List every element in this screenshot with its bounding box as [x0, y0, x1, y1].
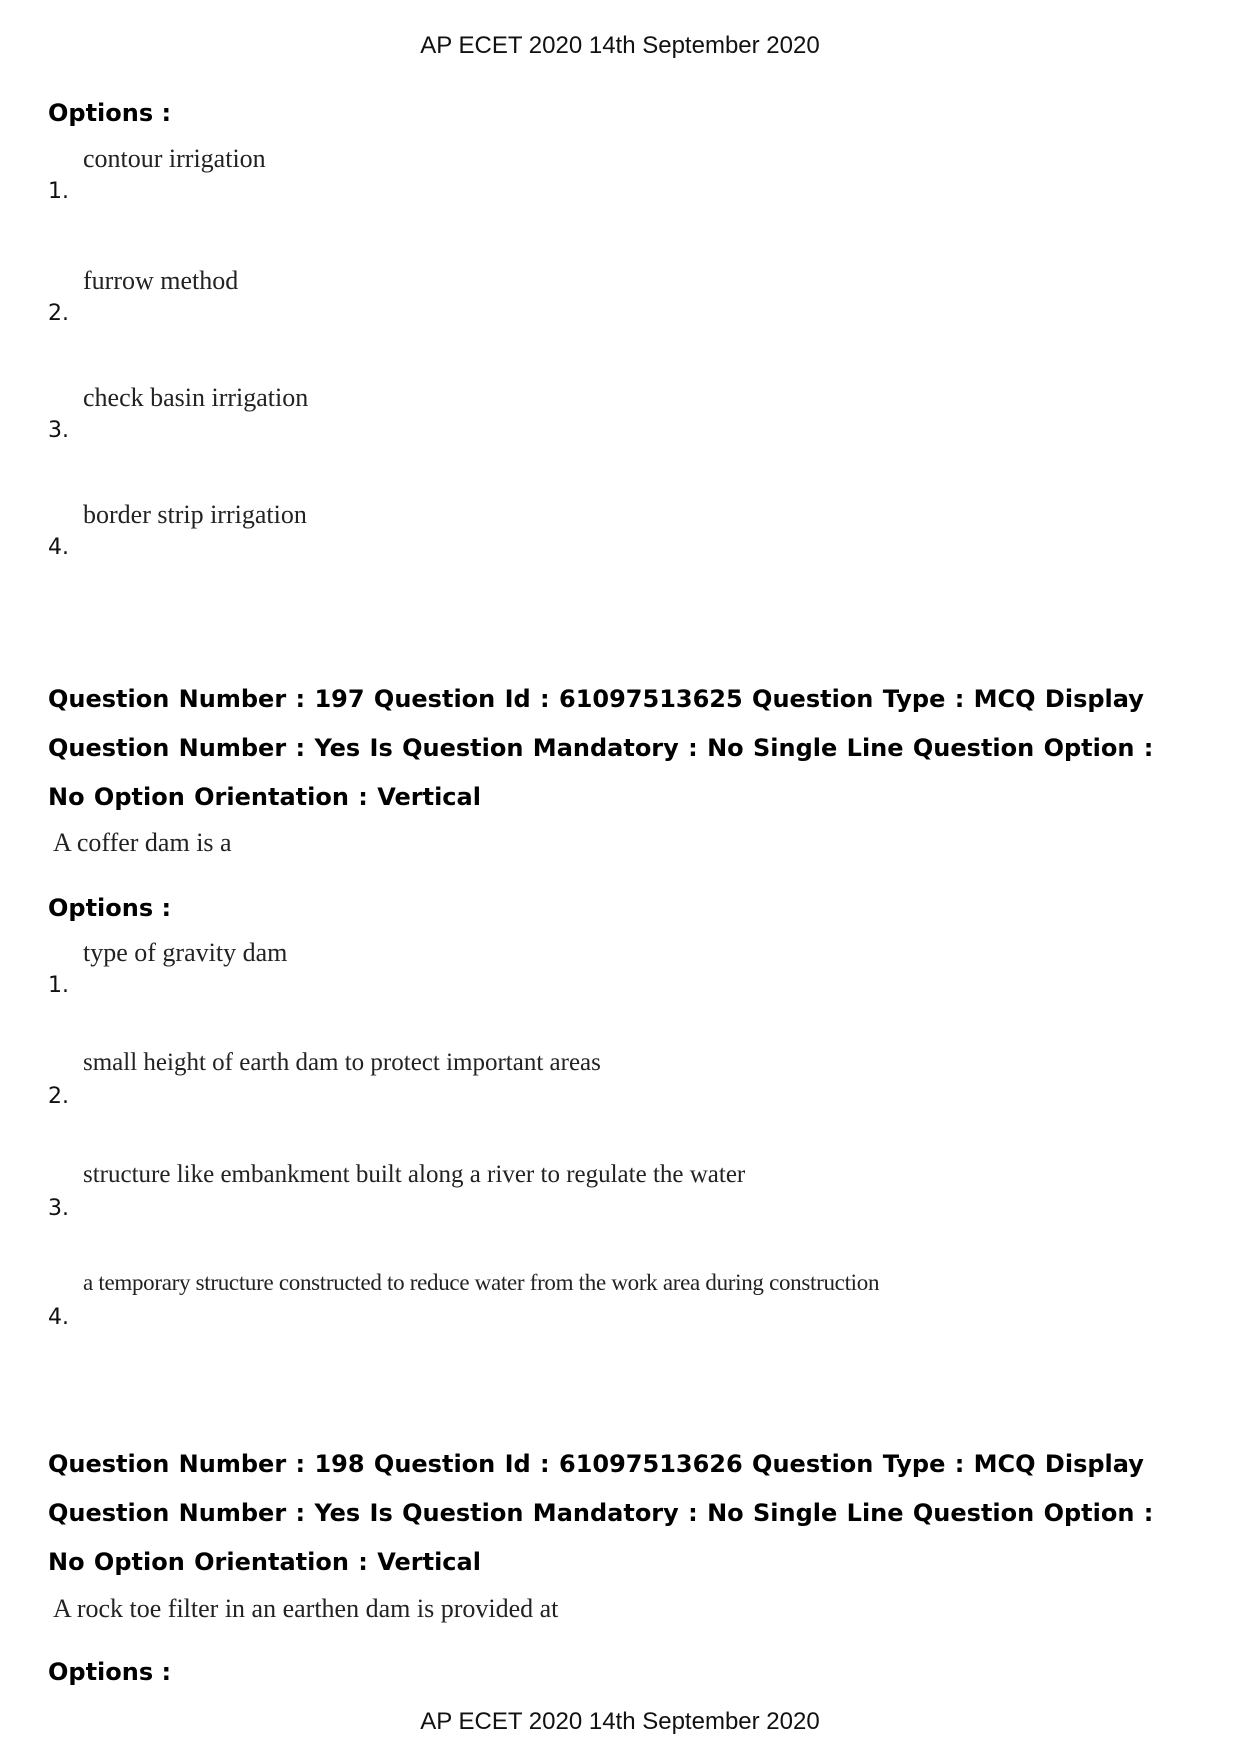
option-item[interactable] [48, 383, 1148, 443]
option-item[interactable] [48, 144, 1148, 204]
option-text: small height of earth dam to protect important areas [83, 1049, 601, 1076]
option-item[interactable] [48, 500, 1148, 560]
option-text: check basin irrigation [83, 383, 309, 412]
question-text: A rock toe filter in an earthen dam is provided at [53, 1594, 559, 1623]
option-number: 2. [48, 301, 69, 326]
question-meta: Question Number : 198 Question Id : 61097513626 Question Type : MCQ Display Question Number : Yes Is Question Mandatory : No Single Line Question Option : No Option Orientation : Vertical [48, 1450, 1154, 1576]
question-text: A coffer dam is a [53, 828, 232, 857]
option-number: 1. [48, 973, 69, 998]
option-number: 4. [48, 535, 69, 560]
option-number: 3. [48, 1196, 69, 1221]
question-meta: Question Number : 197 Question Id : 61097513625 Question Type : MCQ Display Question Number : Yes Is Question Mandatory : No Single Line Question Option : No Option Orientation : Vertical [48, 685, 1154, 811]
options-label: Options : [48, 99, 172, 127]
page-header: AP ECET 2020 14th September 2020 [420, 32, 820, 59]
option-text: a temporary structure constructed to reduce water from the work area during construction [83, 1270, 880, 1295]
page-footer: AP ECET 2020 14th September 2020 [420, 1708, 820, 1735]
option-item[interactable] [48, 266, 1148, 326]
option-text: contour irrigation [83, 144, 266, 173]
option-number: 1. [48, 179, 69, 204]
options-label: Options : [48, 1658, 172, 1686]
option-item[interactable] [48, 1161, 1148, 1221]
option-item[interactable] [48, 938, 1148, 998]
option-text: type of gravity dam [83, 938, 288, 967]
option-text: structure like embankment built along a river to regulate the water [83, 1161, 746, 1188]
option-item[interactable] [48, 1049, 1148, 1109]
option-text: furrow method [83, 266, 239, 295]
option-number: 4. [48, 1305, 69, 1330]
option-number: 2. [48, 1084, 69, 1109]
option-item[interactable] [48, 1270, 1148, 1330]
options-label: Options : [48, 894, 172, 922]
option-text: border strip irrigation [83, 500, 307, 529]
option-number: 3. [48, 418, 69, 443]
